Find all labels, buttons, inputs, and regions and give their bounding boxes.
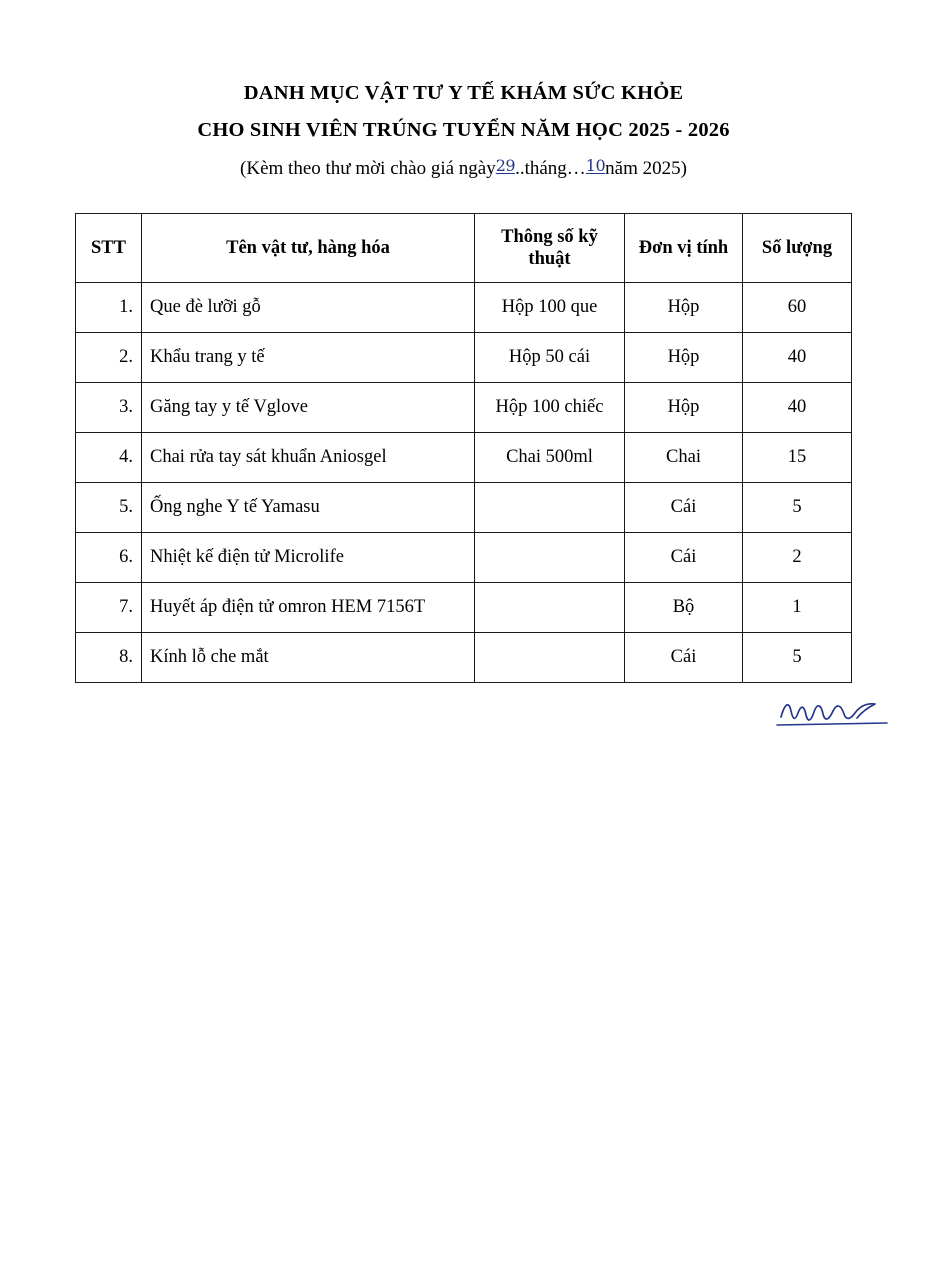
cell-spec — [475, 532, 625, 582]
document-title-line-1: DANH MỤC VẬT TƯ Y TẾ KHÁM SỨC KHỎE — [243, 82, 684, 104]
cell-qty: 5 — [743, 632, 852, 682]
cell-spec: Chai 500ml — [475, 432, 625, 482]
subtitle-day-value: 29 — [495, 156, 516, 176]
cell-unit: Chai — [625, 432, 743, 482]
materials-table — [75, 213, 852, 683]
table-row — [76, 582, 852, 632]
document-header — [0, 82, 927, 181]
table-row — [76, 532, 852, 582]
cell-unit: Cái — [625, 632, 743, 682]
cell-unit: Hộp — [625, 282, 743, 332]
cell-qty: 40 — [743, 382, 852, 432]
cell-name: Khẩu trang y tế — [142, 332, 475, 382]
column-header-unit: Đơn vị tính — [625, 213, 743, 282]
cell-spec: Hộp 100 que — [475, 282, 625, 332]
table-row — [76, 282, 852, 332]
cell-spec — [475, 582, 625, 632]
column-header-name: Tên vật tư, hàng hóa — [142, 213, 475, 282]
table-row — [76, 482, 852, 532]
cell-stt: 3. — [76, 382, 142, 432]
cell-stt: 2. — [76, 332, 142, 382]
cell-stt: 1. — [76, 282, 142, 332]
cell-qty: 5 — [743, 482, 852, 532]
cell-name: Huyết áp điện tử omron HEM 7156T — [142, 582, 475, 632]
cell-stt: 6. — [76, 532, 142, 582]
column-header-stt: STT — [76, 213, 142, 282]
subtitle-suffix: năm 2025) — [605, 158, 687, 180]
signature — [775, 687, 895, 747]
table-header-row — [76, 213, 852, 282]
document-subtitle — [0, 158, 927, 181]
subtitle-month-value: 10 — [585, 156, 606, 176]
subtitle-prefix: (Kèm theo thư mời chào giá ngày — [240, 158, 496, 180]
cell-unit: Bộ — [625, 582, 743, 632]
cell-name: Chai rửa tay sát khuẩn Aniosgel — [142, 432, 475, 482]
table-row — [76, 432, 852, 482]
cell-qty: 40 — [743, 332, 852, 382]
cell-spec: Hộp 100 chiếc — [475, 382, 625, 432]
cell-qty: 1 — [743, 582, 852, 632]
cell-unit: Cái — [625, 532, 743, 582]
cell-qty: 15 — [743, 432, 852, 482]
cell-unit: Cái — [625, 482, 743, 532]
table-row — [76, 332, 852, 382]
cell-name: Ống nghe Y tế Yamasu — [142, 482, 475, 532]
cell-name: Kính lỗ che mắt — [142, 632, 475, 682]
document-page — [0, 82, 927, 1282]
cell-name: Nhiệt kế điện tử Microlife — [142, 532, 475, 582]
cell-spec — [475, 482, 625, 532]
cell-name: Găng tay y tế Vglove — [142, 382, 475, 432]
cell-stt: 5. — [76, 482, 142, 532]
table-row — [76, 632, 852, 682]
cell-name: Que đè lưỡi gỗ — [142, 282, 475, 332]
cell-spec — [475, 632, 625, 682]
column-header-qty: Số lượng — [743, 213, 852, 282]
cell-stt: 8. — [76, 632, 142, 682]
cell-qty: 2 — [743, 532, 852, 582]
cell-unit: Hộp — [625, 332, 743, 382]
subtitle-middle-text: ..tháng… — [515, 158, 586, 180]
cell-qty: 60 — [743, 282, 852, 332]
document-title-line-2: CHO SINH VIÊN TRÚNG TUYỂN NĂM HỌC 2025 - 2026 — [197, 118, 730, 141]
cell-stt: 4. — [76, 432, 142, 482]
table-row — [76, 382, 852, 432]
column-header-spec: Thông số kỹ thuật — [475, 213, 625, 282]
cell-unit: Hộp — [625, 382, 743, 432]
cell-stt: 7. — [76, 582, 142, 632]
cell-spec: Hộp 50 cái — [475, 332, 625, 382]
